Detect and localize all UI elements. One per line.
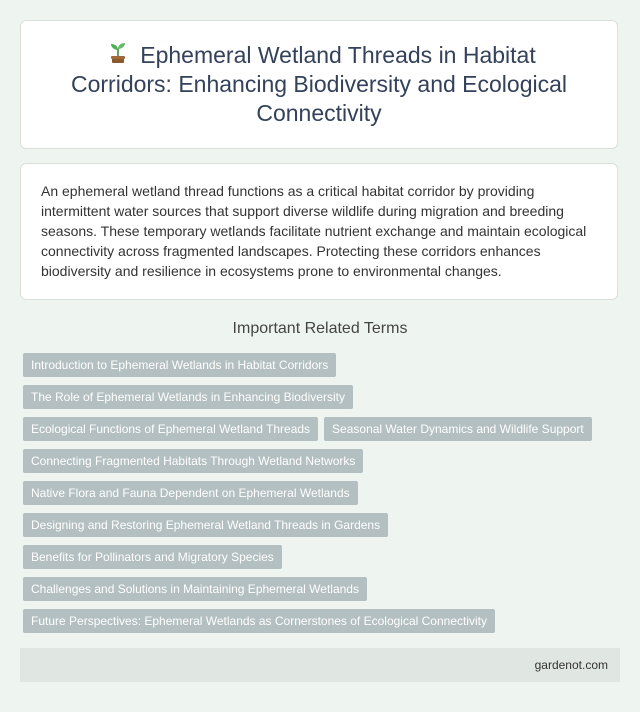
related-term-tag[interactable]: Challenges and Solutions in Maintaining Ephemeral Wetlands [23,577,367,601]
related-terms-list [23,353,623,641]
description-card [20,163,618,300]
sprout-icon [102,41,134,65]
related-term-tag[interactable]: Future Perspectives: Ephemeral Wetlands as Cornerstones of Ecological Connectivity [23,609,495,633]
related-term-tag[interactable]: Connecting Fragmented Habitats Through Wetland Networks [23,449,363,473]
title-card [20,20,618,149]
description-text: An ephemeral wetland thread functions as a critical habitat corridor by providing intermittent water sources that support diverse wildlife during migration and breeding seasons. These temporary wetlands facilitate nutrient exchange and maintain ecological connectivity across fragmented landscapes. Protecting these corridors enhances biodiversity and resilience in ecosystems prone to environmental changes. [41,183,587,279]
footer [20,648,620,682]
related-term-tag[interactable]: Seasonal Water Dynamics and Wildlife Support [324,417,592,441]
related-term-tag[interactable]: Designing and Restoring Ephemeral Wetland Threads in Gardens [23,513,388,537]
page-title-text: Ephemeral Wetland Threads in Habitat Corridors: Enhancing Biodiversity and Ecological Connectivity [70,42,568,126]
tag-row [23,481,623,513]
related-term-tag[interactable]: The Role of Ephemeral Wetlands in Enhancing Biodiversity [23,385,353,409]
related-term-tag[interactable]: Introduction to Ephemeral Wetlands in Habitat Corridors [23,353,336,377]
page-title [21,41,617,128]
tag-row [23,449,623,481]
tag-row [23,545,623,577]
tag-row [23,577,623,609]
tag-row [23,417,623,449]
tag-row [23,353,623,385]
related-term-tag[interactable]: Benefits for Pollinators and Migratory Species [23,545,282,569]
tag-row [23,609,623,641]
related-term-tag[interactable]: Native Flora and Fauna Dependent on Ephemeral Wetlands [23,481,358,505]
tag-row [23,385,623,417]
related-term-tag[interactable]: Ecological Functions of Ephemeral Wetland Threads [23,417,318,441]
related-terms-heading: Important Related Terms [232,320,408,337]
tag-row [23,513,623,545]
footer-site-link[interactable]: gardenot.com [534,658,608,672]
